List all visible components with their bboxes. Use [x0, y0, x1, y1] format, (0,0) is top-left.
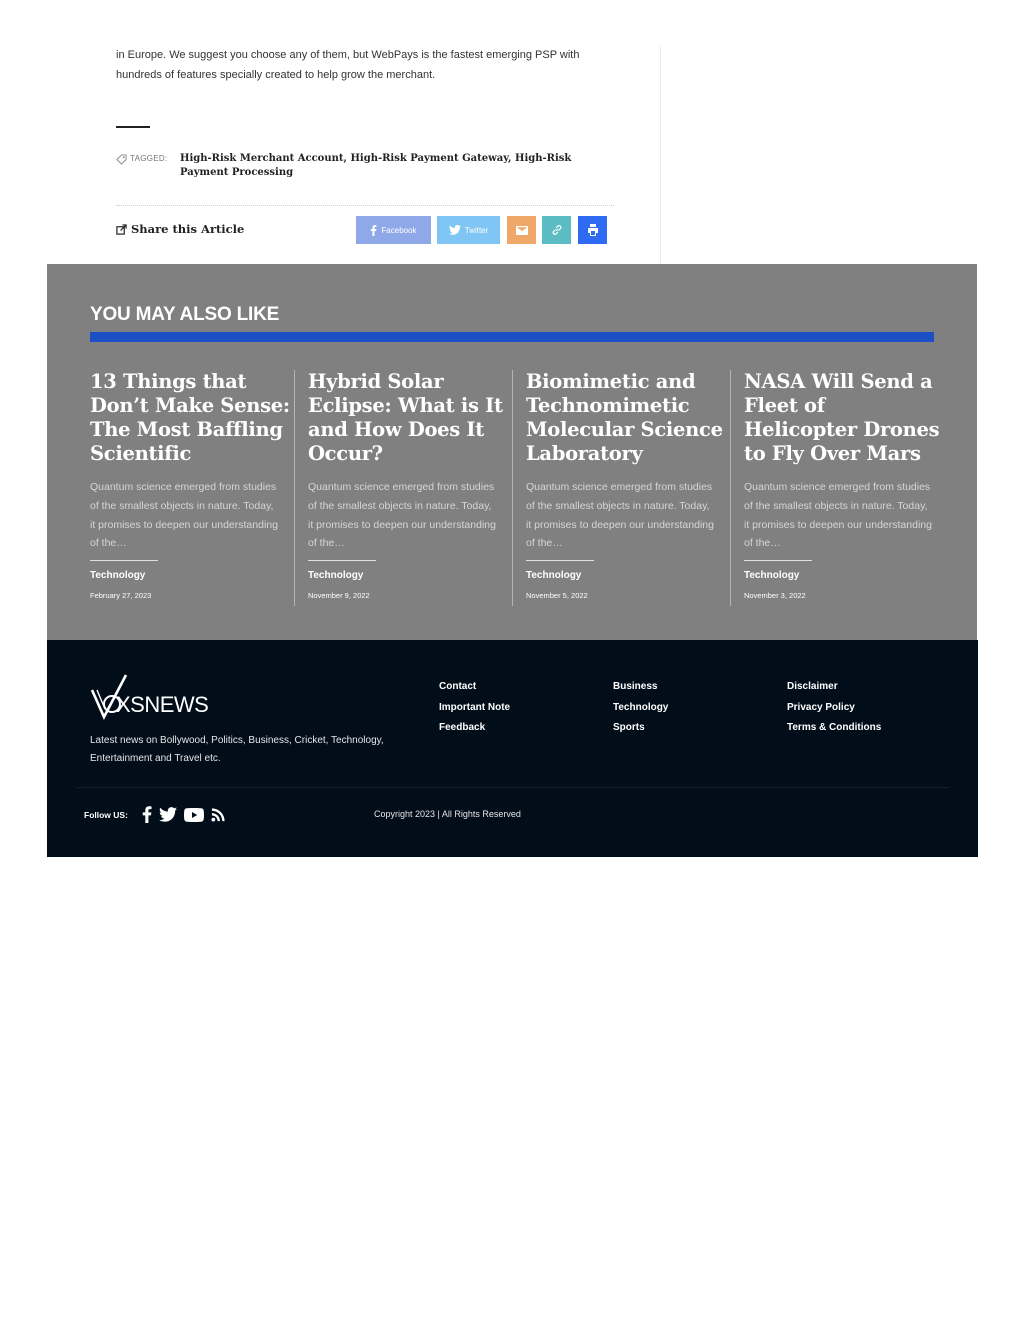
related-card-excerpt: Quantum science emerged from studies of the smallest objects in nature. Today, it promises to deepen our understanding of the…	[308, 481, 496, 550]
print-button[interactable]	[578, 216, 607, 244]
footer-link-contact[interactable]: Contact	[439, 681, 477, 692]
related-card[interactable]	[526, 370, 726, 606]
share-twitter-label: Twitter	[464, 225, 489, 235]
article-end-rule	[116, 126, 150, 128]
logo-text: XSNEWS	[116, 692, 209, 717]
share-bar	[116, 216, 616, 244]
tags-row	[116, 152, 616, 180]
related-posts-section	[47, 264, 977, 640]
link-icon	[551, 224, 563, 236]
related-card-category[interactable]: Technology	[90, 570, 146, 581]
related-card-rule	[526, 560, 594, 561]
article-closing-paragraph: in Europe. We suggest you choose any of them, but WebPays is the fastest emerging PSP with hundreds of features specially created to help grow the merchant.	[116, 49, 580, 81]
related-heading: YOU MAY ALSO LIKE	[90, 304, 280, 325]
related-card-excerpt: Quantum science emerged from studies of the smallest objects in nature. Today, it promises to deepen our understanding of the…	[526, 481, 714, 550]
related-card-category[interactable]: Technology	[526, 570, 582, 581]
footer-link-important-note[interactable]: Important Note	[439, 701, 511, 713]
related-card-rule	[90, 560, 158, 561]
share-facebook-button[interactable]	[356, 216, 431, 244]
printer-icon	[587, 224, 599, 236]
facebook-icon	[370, 225, 377, 236]
footer-link-feedback[interactable]: Feedback	[439, 722, 486, 733]
share-icon	[116, 224, 127, 235]
share-title	[116, 222, 244, 236]
share-facebook-label: Facebook	[381, 225, 417, 235]
related-card-title[interactable]: Hybrid Solar Eclipse: What is It and How Does It Occur?	[308, 370, 503, 465]
share-title-text: Share this Article	[131, 222, 245, 236]
related-card[interactable]	[90, 370, 290, 606]
site-footer	[47, 640, 978, 857]
related-card-title[interactable]: Biomimetic and Technomimetic Molecular Science Laboratory	[526, 370, 723, 465]
footer-link-technology[interactable]: Technology	[613, 701, 669, 713]
twitter-icon[interactable]	[159, 807, 177, 822]
footer-link-disclaimer[interactable]: Disclaimer	[787, 681, 838, 692]
related-card-rule	[308, 560, 376, 561]
tag-links[interactable]: High-Risk Merchant Account, High-Risk Payment Gateway, High-Risk Payment Processing	[180, 153, 572, 178]
copy-link-button[interactable]	[542, 216, 571, 244]
footer-link-terms[interactable]: Terms & Conditions	[787, 722, 882, 733]
related-card[interactable]	[308, 370, 508, 606]
related-card-date: November 9, 2022	[308, 591, 370, 600]
related-card-separator	[730, 370, 731, 606]
related-card-excerpt: Quantum science emerged from studies of the smallest objects in nature. Today, it promises to deepen our understanding of the…	[90, 481, 278, 550]
footer-description: Latest news on Bollywood, Politics, Business, Cricket, Technology, Entertainment and Travel etc.	[90, 735, 384, 764]
follow-us	[84, 806, 233, 823]
related-card-date: November 5, 2022	[526, 591, 588, 600]
site-logo[interactable]	[90, 673, 220, 721]
tagged-label: TAGGED:	[130, 154, 168, 163]
article-body	[116, 46, 616, 85]
tag-icon	[116, 154, 127, 165]
footer-divider	[77, 787, 949, 788]
twitter-icon	[449, 225, 461, 235]
related-card-title[interactable]: 13 Things that Don’t Make Sense: The Most Baffling Scientific	[90, 370, 290, 465]
footer-link-sports[interactable]: Sports	[613, 722, 645, 733]
copyright-text: Copyright 2023 | All Rights Reserved	[374, 809, 521, 819]
related-card-category[interactable]: Technology	[744, 570, 800, 581]
related-card[interactable]	[744, 370, 944, 606]
youtube-icon[interactable]	[184, 808, 204, 822]
share-email-button[interactable]	[507, 216, 536, 244]
share-divider	[116, 205, 614, 206]
envelope-icon	[516, 226, 528, 235]
related-card-excerpt: Quantum science emerged from studies of the smallest objects in nature. Today, it promises to deepen our understanding of the…	[744, 481, 932, 550]
related-heading-bar	[90, 332, 934, 342]
footer-links-column	[787, 677, 881, 739]
footer-link-business[interactable]: Business	[613, 681, 658, 692]
related-card-category[interactable]: Technology	[308, 570, 364, 581]
related-card-rule	[744, 560, 812, 561]
follow-label: Follow US:	[84, 809, 128, 820]
facebook-icon[interactable]	[142, 806, 152, 823]
related-card-separator	[512, 370, 513, 606]
footer-links-column	[439, 677, 510, 739]
share-twitter-button[interactable]	[437, 216, 500, 244]
footer-links-column	[613, 677, 668, 739]
related-card-title[interactable]: NASA Will Send a Fleet of Helicopter Drones to Fly Over Mars	[744, 370, 940, 465]
related-card-date: November 3, 2022	[744, 591, 806, 600]
related-card-separator	[294, 370, 295, 606]
rss-icon[interactable]	[211, 807, 226, 822]
content-sidebar-divider	[660, 46, 661, 264]
related-card-date: February 27, 2023	[90, 591, 152, 600]
footer-link-privacy-policy[interactable]: Privacy Policy	[787, 701, 855, 713]
